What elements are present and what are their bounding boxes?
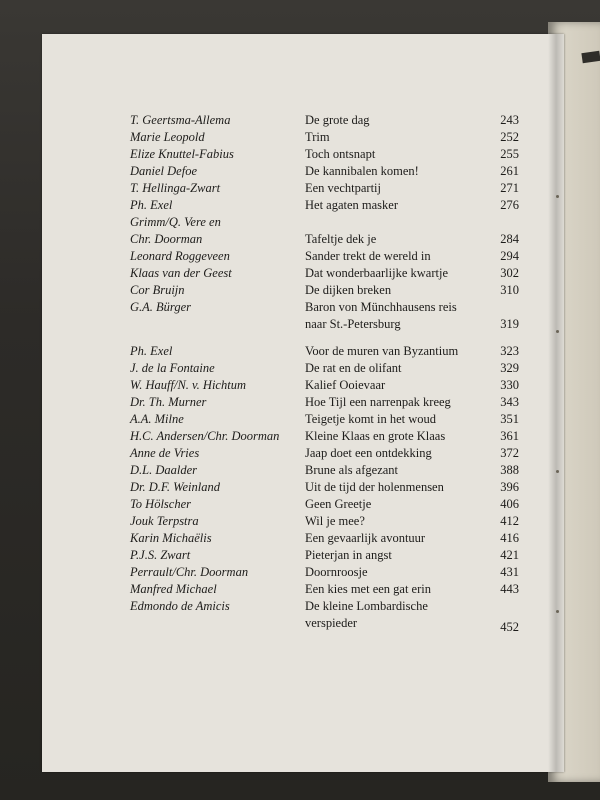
toc-page-number: 261 xyxy=(500,164,519,178)
book-spine-shadow xyxy=(548,34,566,772)
toc-title-continued: naar St.-Petersburg xyxy=(305,317,401,331)
toc-entry xyxy=(75,282,519,299)
toc-page-number: 294 xyxy=(500,249,519,263)
toc-entry xyxy=(75,129,519,146)
binding-stitch xyxy=(556,610,559,613)
toc-title: Doornroosje xyxy=(305,565,368,579)
toc-page-number: 271 xyxy=(500,181,519,195)
toc-title: Brune als afgezant xyxy=(305,463,399,477)
toc-entry xyxy=(75,445,519,462)
toc-entry xyxy=(75,581,519,598)
toc-entry xyxy=(75,479,519,496)
toc-entry xyxy=(75,496,519,513)
toc-page-number: 284 xyxy=(500,232,519,246)
toc-title: Het agaten masker xyxy=(305,198,399,212)
toc-title: Tafeltje dek je xyxy=(305,232,377,246)
toc-title: Dat wonderbaarlijke kwartje xyxy=(305,266,448,280)
toc-entry xyxy=(75,462,519,479)
toc-author: Edmondo de Amicis xyxy=(130,599,230,613)
toc-entry xyxy=(75,394,519,411)
toc-title: Pieterjan in angst xyxy=(305,548,392,562)
toc-entry xyxy=(75,265,519,282)
toc-author: Ph. Exel xyxy=(130,198,173,212)
toc-entry xyxy=(75,377,519,394)
toc-author: Perrault/Chr. Doorman xyxy=(130,565,249,579)
toc-page-number: 406 xyxy=(500,497,519,511)
toc-page-number: 452 xyxy=(500,620,519,634)
toc-title: Jaap doet een ontdekking xyxy=(305,446,432,460)
toc-entry xyxy=(75,112,519,129)
toc-entry xyxy=(75,248,519,265)
toc-title-continued: verspieder xyxy=(305,616,358,630)
binding-stitch xyxy=(556,470,559,473)
toc-author: H.C. Andersen/Chr. Doorman xyxy=(130,429,280,443)
toc-page-number: 243 xyxy=(500,113,519,127)
toc-title: Toch ontsnapt xyxy=(305,147,376,161)
toc-page-number: 443 xyxy=(500,582,519,596)
table-of-contents xyxy=(75,112,519,634)
toc-title: Een gevaarlijk avontuur xyxy=(305,531,426,545)
toc-title: Hoe Tijl een narrenpak kreeg xyxy=(305,395,451,409)
toc-title: Kleine Klaas en grote Klaas xyxy=(305,429,446,443)
toc-title: De grote dag xyxy=(305,113,370,127)
toc-entry xyxy=(75,214,519,248)
toc-page-number: 343 xyxy=(500,395,519,409)
toc-entry xyxy=(75,360,519,377)
toc-author: Leonard Roggeveen xyxy=(130,249,230,263)
toc-author: Klaas van der Geest xyxy=(130,266,232,280)
toc-author: Anne de Vries xyxy=(130,446,200,460)
toc-author: T. Hellinga-Zwart xyxy=(130,181,221,195)
toc-author: Grimm/Q. Vere en xyxy=(130,215,221,229)
toc-author: Jouk Terpstra xyxy=(130,514,199,528)
toc-title: De dijken breken xyxy=(305,283,392,297)
toc-page-number: 361 xyxy=(500,429,519,443)
toc-entry xyxy=(75,146,519,163)
toc-title: Teigetje komt in het woud xyxy=(305,412,437,426)
toc-page-number: 416 xyxy=(500,531,519,545)
toc-author: G.A. Bürger xyxy=(130,300,191,314)
toc-entry xyxy=(75,299,519,333)
toc-title: De kleine Lombardische xyxy=(305,599,428,613)
toc-page-number: 351 xyxy=(500,412,519,426)
toc-author: Elize Knuttel-Fabius xyxy=(130,147,234,161)
toc-title: Een vechtpartij xyxy=(305,181,382,195)
toc-page-number: 372 xyxy=(500,446,519,460)
toc-page-number: 310 xyxy=(500,283,519,297)
toc-page-number: 412 xyxy=(500,514,519,528)
toc-title: Geen Greetje xyxy=(305,497,372,511)
toc-page-number: 255 xyxy=(500,147,519,161)
toc-entry xyxy=(75,598,519,634)
toc-title: Wil je mee? xyxy=(305,514,365,528)
toc-title: Uit de tijd der holenmensen xyxy=(305,480,444,494)
toc-entry xyxy=(75,428,519,445)
toc-title: Sander trekt de wereld in xyxy=(305,249,431,263)
toc-page-number: 276 xyxy=(500,198,519,212)
toc-entry xyxy=(75,513,519,530)
binding-stitch xyxy=(556,195,559,198)
toc-page-number: 330 xyxy=(500,378,519,392)
toc-entry xyxy=(75,530,519,547)
toc-page-number: 323 xyxy=(500,344,519,358)
toc-entry xyxy=(75,180,519,197)
toc-author: Marie Leopold xyxy=(130,130,205,144)
toc-author: To Hölscher xyxy=(130,497,192,511)
toc-author: Dr. Th. Murner xyxy=(130,395,207,409)
toc-page-number: 302 xyxy=(500,266,519,280)
toc-entry xyxy=(75,547,519,564)
toc-page-number: 252 xyxy=(500,130,519,144)
toc-author: Karin Michaëlis xyxy=(130,531,212,545)
toc-page-number: 431 xyxy=(500,565,519,579)
toc-author: P.J.S. Zwart xyxy=(130,548,191,562)
toc-page-number: 388 xyxy=(500,463,519,477)
spacer xyxy=(75,333,495,343)
toc-author: Manfred Michael xyxy=(130,582,217,596)
toc-title: Een kies met een gat erin xyxy=(305,582,431,596)
toc-page-number: 319 xyxy=(500,317,519,331)
toc-author: D.L. Daalder xyxy=(130,463,198,477)
toc-entry xyxy=(75,411,519,428)
toc-title: De kannibalen komen! xyxy=(305,164,419,178)
binding-stitch xyxy=(556,330,559,333)
page-tear xyxy=(581,51,600,63)
toc-page-number: 329 xyxy=(500,361,519,375)
toc-author: Daniel Defoe xyxy=(130,164,197,178)
toc-title: Trim xyxy=(305,130,330,144)
toc-entry xyxy=(75,197,519,214)
toc-author-continued: Chr. Doorman xyxy=(130,232,203,246)
toc-page-number: 421 xyxy=(500,548,519,562)
toc-author: A.A. Milne xyxy=(130,412,184,426)
toc-author: Dr. D.F. Weinland xyxy=(130,480,220,494)
toc-title: De rat en de olifant xyxy=(305,361,402,375)
toc-author: Cor Bruijn xyxy=(130,283,185,297)
toc-author: W. Hauff/N. v. Hichtum xyxy=(130,378,246,392)
toc-entry xyxy=(75,163,519,180)
toc-title: Kalief Ooievaar xyxy=(305,378,386,392)
toc-title: Voor de muren van Byzantium xyxy=(305,344,459,358)
toc-author: Ph. Exel xyxy=(130,344,173,358)
toc-page-number: 396 xyxy=(500,480,519,494)
toc-author: T. Geertsma-Allema xyxy=(130,113,231,127)
toc-entry xyxy=(75,564,519,581)
toc-entry xyxy=(75,343,519,360)
toc-author: J. de la Fontaine xyxy=(130,361,215,375)
toc-title: Baron von Münchhausens reis xyxy=(305,300,457,314)
